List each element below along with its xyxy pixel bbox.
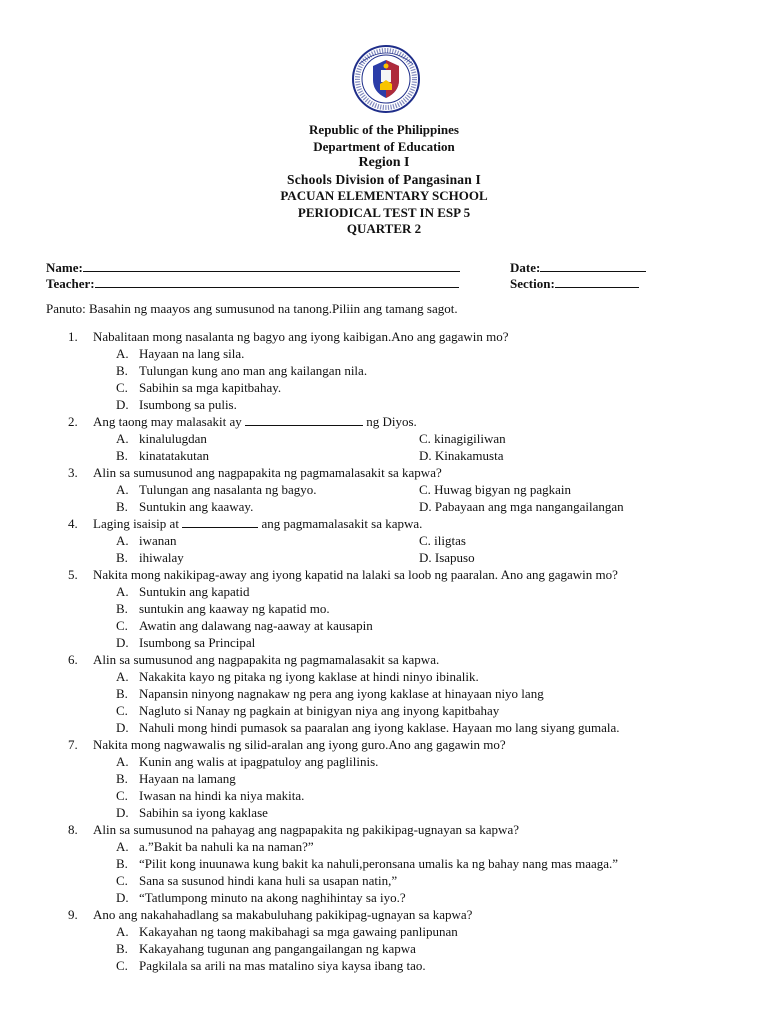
choice[interactable]: [0, 719, 768, 736]
choice-text-right: D. Pabayaan ang mga nangangailangan: [419, 499, 624, 514]
choice[interactable]: [0, 379, 768, 396]
question-6: [0, 651, 768, 668]
choice[interactable]: [0, 685, 768, 702]
choice-letter: B.: [116, 686, 128, 701]
choice[interactable]: [0, 634, 768, 651]
question-number: 8.: [68, 822, 78, 837]
choice-text: iwanan: [139, 533, 177, 548]
choice-text: suntukin ang kaaway ng kapatid mo.: [139, 601, 330, 616]
choice[interactable]: [0, 957, 768, 974]
student-info-fields: [46, 258, 656, 290]
choice-text: kinalulugdan: [139, 431, 207, 446]
question-text-pre: Ang taong may malasakit ay: [93, 414, 242, 429]
choice-letter: A.: [116, 482, 129, 497]
question-2: [0, 413, 768, 430]
choice-text-right: C. iligtas: [419, 533, 466, 548]
choice-text: ihiwalay: [139, 550, 184, 565]
choice[interactable]: [0, 753, 768, 770]
question-7: [0, 736, 768, 753]
question-9: [0, 906, 768, 923]
choice-text: Suntukin ang kaaway.: [139, 499, 254, 514]
section-line[interactable]: [555, 274, 639, 288]
choice-letter: C.: [116, 618, 128, 633]
choice-text: Iwasan na hindi ka niya makita.: [139, 788, 305, 803]
header-region: Region I: [358, 155, 410, 170]
choice-text: Sana sa susunod hindi kana huli sa usapan natin,”: [139, 873, 398, 888]
question-text: [93, 413, 417, 430]
choice-text: Isumbong sa Principal: [139, 635, 256, 650]
date-label: Date:: [510, 260, 541, 275]
header-test-title: PERIODICAL TEST IN ESP 5: [297, 204, 471, 220]
choice-letter: C.: [116, 873, 128, 888]
choice-text: a.”Bakit ba nahuli ka na naman?”: [139, 839, 314, 854]
header-division: Schools Division of Pangasinan I: [287, 171, 481, 187]
choice[interactable]: [0, 838, 768, 855]
choice[interactable]: [0, 702, 768, 719]
choice-letter: B.: [116, 771, 128, 786]
choice-text: Kunin ang walis at ipagpatuloy ang paglilinis.: [139, 754, 379, 769]
question-number: 5.: [68, 567, 78, 582]
question-number: 3.: [68, 465, 78, 480]
choice-letter: B.: [116, 550, 128, 565]
question-4: [0, 515, 768, 532]
choice[interactable]: [0, 668, 768, 685]
choice[interactable]: [0, 923, 768, 940]
choice-letter: C.: [116, 703, 128, 718]
choice-letter: D.: [116, 635, 129, 650]
choice-text: Nagluto si Nanay ng pagkain at binigyan niya ang inyong kapitbahay: [139, 703, 500, 718]
teacher-line[interactable]: [95, 274, 459, 288]
question-text: Alin sa sumusunod ang nagpapakita ng pagmamalasakit sa kapwa.: [93, 652, 440, 667]
question-text: Ano ang nakahahadlang sa makabuluhang pakikipag-ugnayan sa kapwa?: [93, 907, 473, 922]
deped-seal-icon: [351, 44, 421, 114]
choice-letter: D.: [116, 720, 129, 735]
choice[interactable]: [0, 889, 768, 906]
answer-blank[interactable]: [182, 515, 258, 528]
choice-pair[interactable]: [0, 532, 768, 549]
choice-text: “Pilit kong inuunawa kung bakit ka nahuli,peronsana umalis ka ng bahay nang mas maaga.”: [139, 856, 619, 871]
choice-text: Tulungan kung ano man ang kailangan nila.: [139, 363, 368, 378]
choice[interactable]: [0, 770, 768, 787]
choice-letter: B.: [116, 856, 128, 871]
question-1: [0, 328, 768, 345]
header-quarter: QUARTER 2: [346, 221, 422, 236]
question-text: Nakita mong nagwawalis ng silid-aralan ang iyong guro.Ano ang gagawin mo?: [93, 737, 506, 752]
choice-letter: C.: [116, 380, 128, 395]
choice-text: “Tatlumpong minuto na akong naghihintay sa iyo.?: [139, 890, 406, 905]
question-number: 1.: [68, 329, 78, 344]
choice-text-right: C. Huwag bigyan ng pagkain: [419, 482, 572, 497]
choice-pair[interactable]: [0, 549, 768, 566]
choice-text: kinatatakutan: [139, 448, 210, 463]
question-number: 9.: [68, 907, 78, 922]
choice-pair[interactable]: [0, 447, 768, 464]
choice-text: Hayaan na lamang: [139, 771, 236, 786]
choice[interactable]: [0, 600, 768, 617]
date-line[interactable]: [540, 258, 646, 272]
choice[interactable]: [0, 855, 768, 872]
name-label: Name:: [46, 260, 83, 275]
choice[interactable]: [0, 583, 768, 600]
choice-text: Nakakita kayo ng pitaka ng iyong kaklase at hindi ninyo ibinalik.: [139, 669, 479, 684]
choice-pair[interactable]: [0, 481, 768, 498]
question-5: [0, 566, 768, 583]
choice-letter: A.: [116, 669, 129, 684]
question-list: [0, 328, 768, 974]
choice-letter: B.: [116, 499, 128, 514]
choice-text: Napansin ninyong nagnakaw ng pera ang iyong kaklase at hinayaan niyo lang: [139, 686, 544, 701]
choice-letter: A.: [116, 584, 129, 599]
choice-text: Sabihin sa iyong kaklase: [139, 805, 268, 820]
choice-text: Pagkilala sa arili na mas matalino siya kaysa ibang tao.: [139, 958, 426, 973]
choice[interactable]: [0, 396, 768, 413]
choice-text: Awatin ang dalawang nag-aaway at kausapin: [139, 618, 373, 633]
header-republic: Republic of the Philippines: [309, 122, 459, 137]
question-number: 2.: [68, 414, 78, 429]
question-number: 6.: [68, 652, 78, 667]
choice-text: Kakayahan ng taong makibahagi sa mga gawaing panlipunan: [139, 924, 458, 939]
choice-letter: A.: [116, 754, 129, 769]
choice[interactable]: [0, 872, 768, 889]
question-number: 4.: [68, 516, 78, 531]
choice[interactable]: [0, 345, 768, 362]
choice-letter: A.: [116, 924, 129, 939]
choice[interactable]: [0, 787, 768, 804]
question-text: Alin sa sumusunod ang nagpapakita ng pagmamalasakit sa kapwa?: [93, 465, 442, 480]
choice-text: Hayaan na lang sila.: [139, 346, 245, 361]
name-line[interactable]: [83, 258, 460, 272]
choice-text: Tulungan ang nasalanta ng bagyo.: [139, 482, 317, 497]
question-text: [93, 515, 422, 532]
choice-letter: A.: [116, 839, 129, 854]
question-text-pre: Laging isaisip at: [93, 516, 179, 531]
question-3: [0, 464, 768, 481]
teacher-label: Teacher:: [46, 276, 95, 291]
choice-letter: C.: [116, 958, 128, 973]
choice-pair[interactable]: [0, 430, 768, 447]
choice[interactable]: [0, 362, 768, 379]
choice-pair[interactable]: [0, 498, 768, 515]
header-department: Department of Education: [313, 138, 455, 154]
choice-letter: A.: [116, 346, 129, 361]
question-number: 7.: [68, 737, 78, 752]
choice-text-right: D. Kinakamusta: [419, 448, 504, 463]
choice-letter: B.: [116, 448, 128, 463]
question-8: [0, 821, 768, 838]
choice[interactable]: [0, 804, 768, 821]
section-label: Section:: [510, 276, 555, 291]
choice-letter: D.: [116, 805, 129, 820]
choice-text-right: D. Isapuso: [419, 550, 475, 565]
question-text-post: ng Diyos.: [366, 414, 417, 429]
choice-text-right: C. kinagigiliwan: [419, 431, 506, 446]
question-text: Nakita mong nakikipag-away ang iyong kapatid na lalaki sa loob ng paaralan. Ano ang gagawin mo?: [93, 567, 618, 582]
header-school: PACUAN ELEMENTARY SCHOOL: [280, 188, 488, 203]
question-text-post: ang pagmamalasakit sa kapwa.: [261, 516, 423, 531]
choice[interactable]: [0, 617, 768, 634]
instructions: Panuto: Basahin ng maayos ang sumusunod na tanong.Piliin ang tamang sagot.: [46, 301, 458, 316]
choice-letter: A.: [116, 533, 129, 548]
choice-letter: B.: [116, 601, 128, 616]
question-text: Alin sa sumusunod na pahayag ang nagpapakita ng pakikipag-ugnayan sa kapwa?: [93, 822, 519, 837]
choice-text: Kakayahang tugunan ang pangangailangan ng kapwa: [139, 941, 416, 956]
question-text: Nabalitaan mong nasalanta ng bagyo ang iyong kaibigan.Ano ang gagawin mo?: [93, 329, 509, 344]
choice[interactable]: [0, 940, 768, 957]
choice-letter: C.: [116, 788, 128, 803]
choice-letter: A.: [116, 431, 129, 446]
choice-letter: B.: [116, 363, 128, 378]
choice-text: Sabihin sa mga kapitbahay.: [139, 380, 282, 395]
choice-text: Suntukin ang kapatid: [139, 584, 250, 599]
choice-letter: D.: [116, 890, 129, 905]
choice-text: Nahuli mong hindi pumasok sa paaralan ang iyong kaklase. Hayaan mo lang siyang gumala.: [139, 720, 620, 735]
choice-letter: D.: [116, 397, 129, 412]
choice-text: Isumbong sa pulis.: [139, 397, 237, 412]
choice-letter: B.: [116, 941, 128, 956]
answer-blank[interactable]: [245, 413, 363, 426]
document-header: [0, 122, 768, 238]
